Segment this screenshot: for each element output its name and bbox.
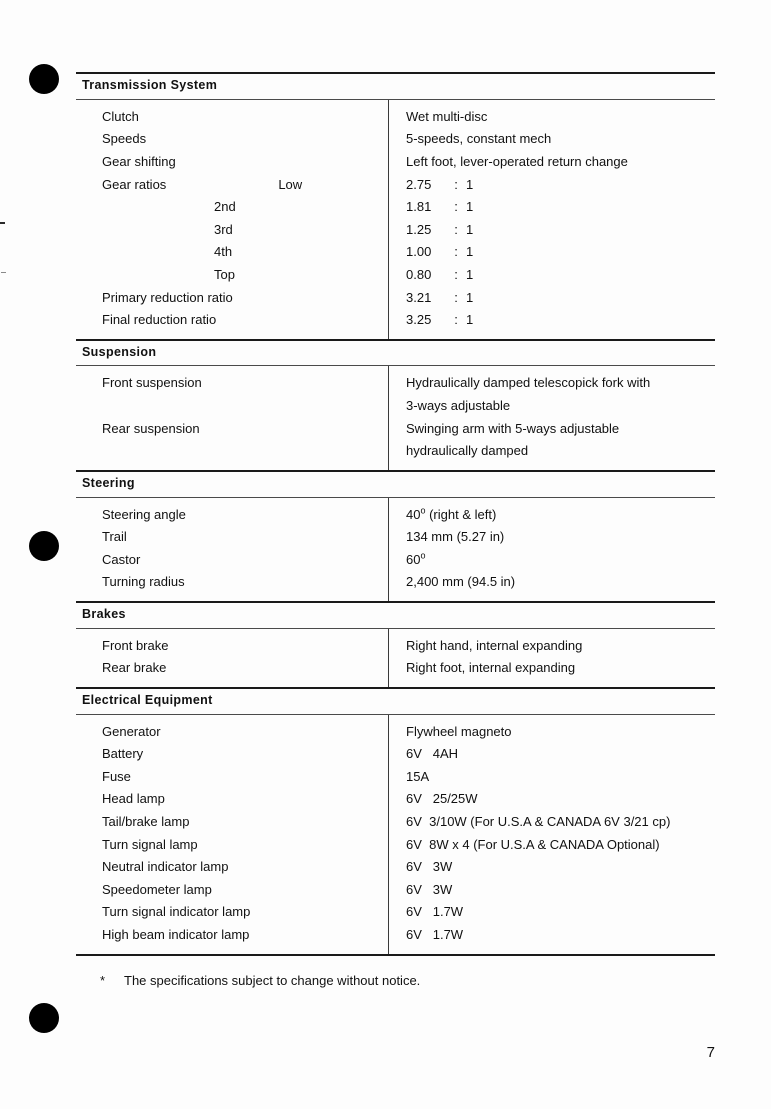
spec-sublabel: 4th: [214, 244, 233, 260]
ratio-colon: :: [454, 176, 458, 192]
spec-label-text: Battery: [102, 746, 144, 762]
spec-label: [76, 788, 388, 811]
value-number: 40: [406, 506, 421, 522]
spec-section: [76, 601, 715, 687]
value-suffix: (right & left): [425, 506, 497, 522]
table-row: [76, 395, 715, 418]
spec-section: [76, 339, 715, 470]
spec-label-text: Rear brake: [102, 660, 167, 676]
ratio-denominator: 1: [466, 176, 474, 192]
spec-label-text: Generator: [102, 723, 161, 739]
spec-value-text: 6V 3W: [406, 859, 453, 875]
section-body: [76, 715, 715, 954]
spec-value: [388, 395, 510, 418]
spec-value: [388, 811, 670, 834]
ratio-colon: :: [454, 312, 458, 328]
sections-container: [76, 72, 715, 956]
spec-label: [76, 128, 388, 151]
spec-value: [388, 241, 473, 264]
section-body: [76, 498, 715, 601]
spec-value-text: 15A: [406, 768, 430, 784]
table-row: [76, 549, 715, 572]
spec-value: [388, 766, 429, 789]
spec-label: [76, 526, 388, 549]
footnote-text: The specifications subject to change without notice.: [124, 972, 421, 988]
spec-label-text: Speedometer lamp: [102, 881, 212, 897]
spec-value: [388, 721, 512, 744]
table-row: [76, 856, 715, 879]
spec-label: [76, 549, 388, 572]
table-row: [76, 743, 715, 766]
spec-value: [388, 219, 473, 242]
spec-value-text: Right foot, internal expanding: [406, 660, 576, 676]
table-row: [76, 657, 715, 680]
binder-punch-hole: [29, 531, 59, 561]
table-row: [76, 309, 715, 332]
spec-sublabel: 2nd: [214, 199, 236, 215]
spec-value-text: 6V 3W: [406, 881, 453, 897]
spec-label: [76, 287, 388, 310]
degree-symbol: o: [420, 505, 426, 516]
binder-punch-hole: [29, 1003, 59, 1033]
spec-value: [388, 504, 496, 527]
section-title: Transmission System: [82, 78, 218, 92]
spec-value-text: 6V 1.7W: [406, 904, 464, 920]
spec-label: [76, 856, 388, 879]
spec-value-text: 5-speeds, constant mech: [406, 131, 552, 147]
spec-value: [388, 287, 473, 310]
table-row: [76, 834, 715, 857]
spec-label-text: Trail: [102, 529, 127, 545]
spec-label: [76, 241, 388, 264]
table-row: [76, 241, 715, 264]
table-row: [76, 128, 715, 151]
spec-value: [388, 264, 473, 287]
ratio-numerator: 0.80: [406, 266, 432, 282]
spec-section: [76, 687, 715, 956]
value-number: 60: [406, 551, 421, 567]
spec-label: [76, 924, 388, 947]
spec-value-text: 3-ways adjustable: [406, 398, 511, 414]
spec-sublabel: Top: [214, 266, 235, 282]
spec-label-text: Turn signal indicator lamp: [102, 904, 251, 920]
section-body: [76, 366, 715, 469]
spec-label: [76, 151, 388, 174]
spec-value: [388, 151, 628, 174]
table-row: [76, 174, 715, 197]
spec-value-text: 6V 25/25W: [406, 791, 478, 807]
ratio-numerator: 1.81: [406, 199, 432, 215]
spec-label-text: Primary reduction ratio: [102, 289, 233, 305]
spec-section: [76, 72, 715, 339]
table-row: [76, 151, 715, 174]
spec-value-text: 6V 8W x 4 (For U.S.A & CANADA Optional): [406, 836, 660, 852]
ratio-numerator: 3.21: [406, 289, 432, 305]
spec-value: [388, 440, 528, 463]
spec-label-text: Steering angle: [102, 506, 186, 522]
spec-label: [76, 834, 388, 857]
spec-value: [388, 834, 660, 857]
spec-value: [388, 788, 478, 811]
spec-label: [76, 721, 388, 744]
spec-value-text: 6V 4AH: [406, 746, 459, 762]
spec-value: [388, 924, 463, 947]
table-row: [76, 504, 715, 527]
spec-value: [388, 418, 619, 441]
page-number: 7: [706, 1044, 715, 1061]
spec-label: [76, 879, 388, 902]
spec-label-text: Speeds: [102, 131, 147, 147]
spec-label-text: Turn signal lamp: [102, 836, 198, 852]
table-row: [76, 372, 715, 395]
spec-value: [388, 856, 452, 879]
section-body: [76, 100, 715, 339]
spec-label: [76, 309, 388, 332]
spec-label-text: Rear suspension: [102, 420, 200, 436]
spec-value: [388, 372, 650, 395]
spec-value-text: 6V 1.7W: [406, 926, 464, 942]
spec-sublabel: Low: [278, 176, 303, 192]
spec-value: [388, 879, 452, 902]
spec-value-text: Left foot, lever-operated return change: [406, 153, 628, 169]
section-title: Electrical Equipment: [82, 692, 213, 707]
table-row: [76, 901, 715, 924]
degree-symbol: o: [420, 550, 426, 561]
ratio-denominator: 1: [466, 221, 474, 237]
spec-label: [76, 196, 388, 219]
spec-value-text: Swinging arm with 5-ways adjustable: [406, 420, 620, 436]
spec-label-text: Gear shifting: [102, 153, 176, 169]
section-title: Brakes: [82, 606, 126, 621]
spec-label: [76, 571, 388, 594]
ratio-denominator: 1: [466, 312, 474, 328]
ratio-colon: :: [454, 289, 458, 305]
table-row: [76, 879, 715, 902]
table-row: [76, 788, 715, 811]
spec-label: [76, 635, 388, 658]
spec-label-text: High beam indicator lamp: [102, 926, 250, 942]
table-row: [76, 924, 715, 947]
table-row: [76, 219, 715, 242]
spec-label-text: Fuse: [102, 768, 131, 784]
ratio-numerator: 1.25: [406, 221, 432, 237]
table-row: [76, 287, 715, 310]
section-rule-bottom: [76, 954, 715, 956]
spec-label: [76, 743, 388, 766]
table-row: [76, 571, 715, 594]
ratio-colon: :: [454, 266, 458, 282]
ratio-numerator: 2.75: [406, 176, 432, 192]
spec-label-text: Front brake: [102, 637, 169, 653]
spec-label: [76, 766, 388, 789]
spec-value-text: Hydraulically damped telescopick fork with: [406, 375, 651, 391]
spec-sublabel: 3rd: [214, 221, 233, 237]
spec-value: [388, 128, 551, 151]
table-row: [76, 766, 715, 789]
footnote-asterisk: *: [100, 972, 106, 988]
specifications-table: [76, 72, 715, 988]
spec-value: [388, 635, 582, 658]
spec-section: [76, 470, 715, 601]
ratio-denominator: 1: [466, 199, 474, 215]
section-title: Steering: [82, 475, 135, 490]
table-row: [76, 526, 715, 549]
spec-label-text: Neutral indicator lamp: [102, 859, 229, 875]
ratio-denominator: 1: [466, 244, 474, 260]
table-row: [76, 264, 715, 287]
spec-value: [388, 106, 487, 129]
spec-label: [76, 901, 388, 924]
spec-value-text: Wet multi-disc: [406, 108, 488, 124]
spec-value: [388, 174, 473, 197]
spec-label: [76, 657, 388, 680]
spec-label-text: Turning radius: [102, 574, 185, 590]
spec-value: [388, 571, 515, 594]
spec-label-text: Castor: [102, 551, 141, 567]
spec-label: [76, 174, 388, 197]
ratio-denominator: 1: [466, 266, 474, 282]
spec-value: [388, 657, 575, 680]
spec-value: [388, 549, 425, 572]
spec-label-text: Head lamp: [102, 791, 165, 807]
spec-label-text: Front suspension: [102, 375, 202, 391]
ratio-colon: :: [454, 199, 458, 215]
binder-punch-hole: [29, 64, 59, 94]
spec-label: [76, 219, 388, 242]
spec-label: [76, 811, 388, 834]
spec-label-text: Gear ratios: [102, 176, 167, 192]
ratio-denominator: 1: [466, 289, 474, 305]
spec-value: [388, 743, 458, 766]
ratio-colon: :: [454, 221, 458, 237]
section-title: Suspension: [82, 344, 157, 359]
spec-value: [388, 526, 504, 549]
ratio-colon: :: [454, 244, 458, 260]
table-row: [76, 106, 715, 129]
section-body: [76, 629, 715, 687]
table-row: [76, 635, 715, 658]
spec-value: [388, 309, 473, 332]
footnote: [76, 973, 715, 989]
table-row: [76, 811, 715, 834]
spec-label: [76, 106, 388, 129]
spec-label-text: Tail/brake lamp: [102, 814, 190, 829]
ratio-numerator: 3.25: [406, 312, 432, 328]
spec-label: [76, 418, 388, 441]
spec-label: [76, 264, 388, 287]
spec-value-text: 2,400 mm (94.5 in): [406, 574, 516, 590]
table-row: [76, 196, 715, 219]
table-row: [76, 721, 715, 744]
scan-edge-mark: [1, 272, 6, 273]
spec-value-text: Flywheel magneto: [406, 723, 512, 739]
spec-value: [388, 196, 473, 219]
spec-value: [388, 901, 463, 924]
scan-edge-mark: [0, 222, 5, 224]
spec-label-text: Final reduction ratio: [102, 312, 217, 328]
table-row: [76, 418, 715, 441]
spec-value-text: Right hand, internal expanding: [406, 637, 583, 653]
table-row: [76, 440, 715, 463]
spec-label: [76, 372, 388, 395]
ratio-numerator: 1.00: [406, 244, 432, 260]
spec-label: [76, 504, 388, 527]
spec-value-text: 134 mm (5.27 in): [406, 529, 505, 545]
spec-value-text: hydraulically damped: [406, 443, 529, 459]
spec-value-text: 6V 3/10W (For U.S.A & CANADA 6V 3/21 cp): [406, 814, 671, 829]
spec-label-text: Clutch: [102, 108, 139, 124]
